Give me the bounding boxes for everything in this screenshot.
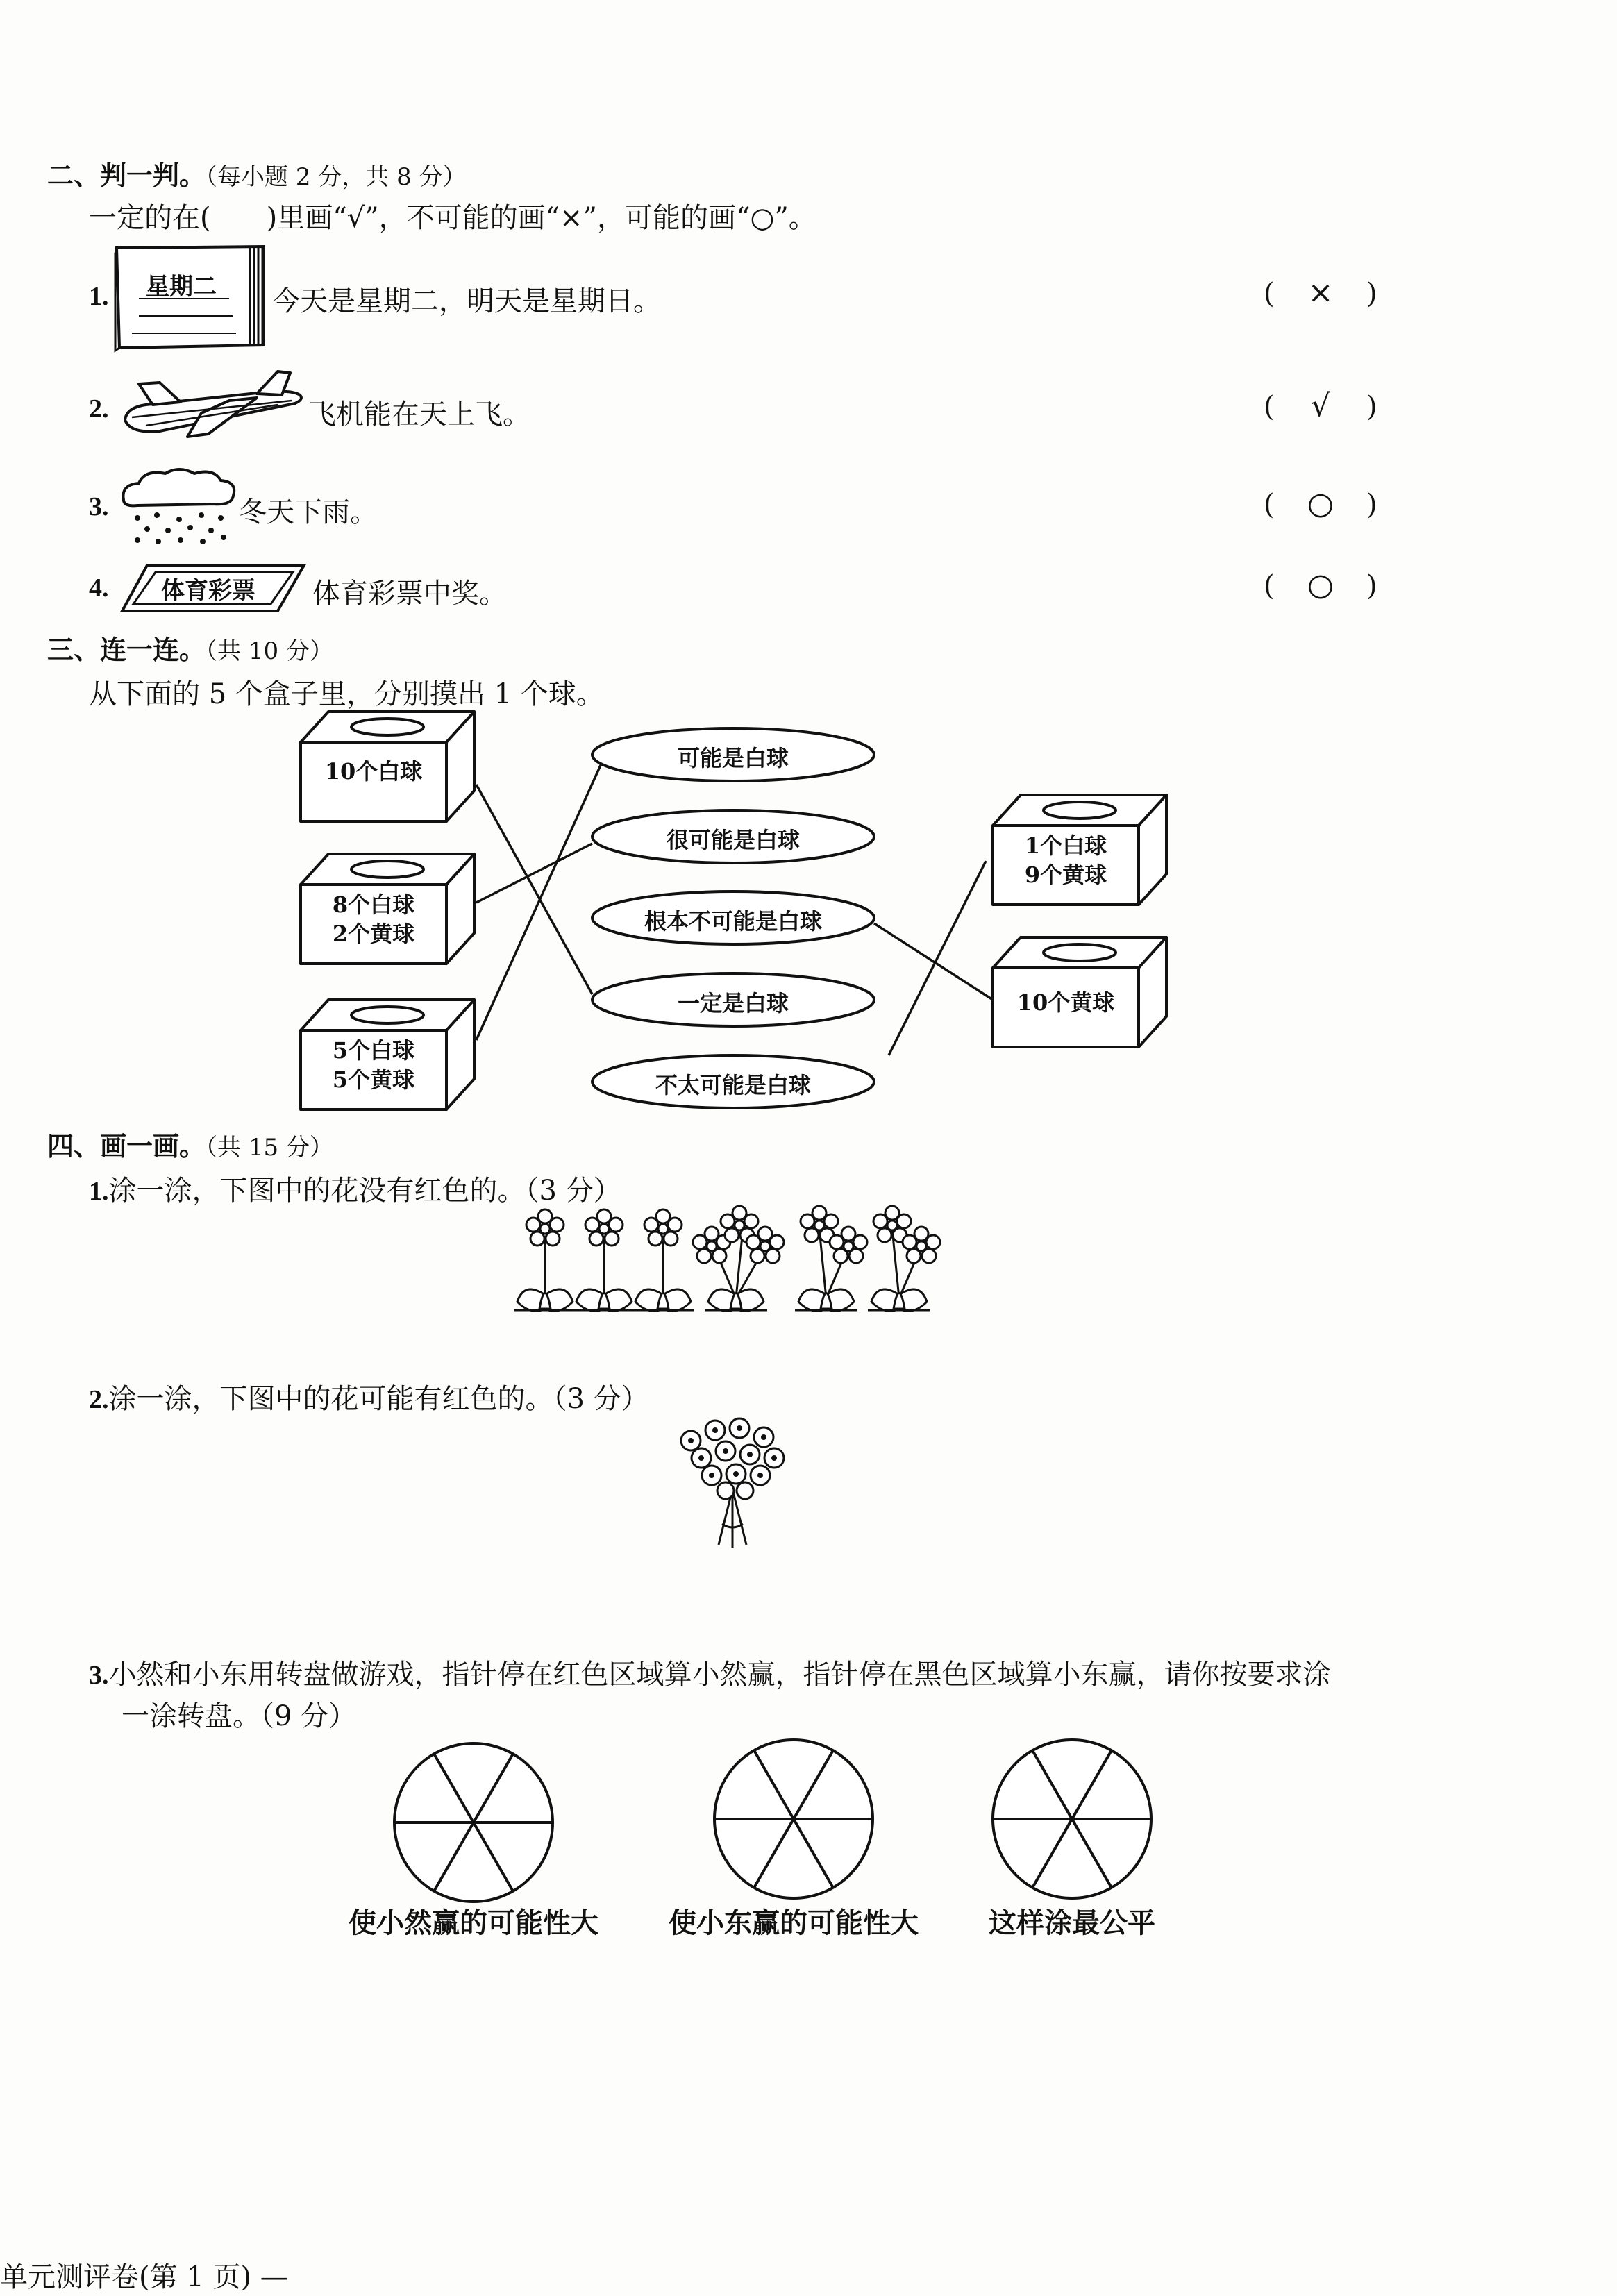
section2-instruction: 一定的在( )里画“√”，不可能的画“×”，可能的画“○”。 — [89, 202, 816, 234]
spinner-1-caption: 使小然赢的可能性大 — [349, 1907, 598, 1939]
answer-mark: √ — [1310, 388, 1331, 424]
left-box-1-label: 10个白球 — [324, 758, 423, 785]
answer-mark: ○ — [1307, 486, 1334, 521]
answer-paren-close: ) — [1366, 278, 1377, 310]
spinner-3 — [993, 1740, 1151, 1898]
item-text: 今天是星期二，明天是星期日。 — [272, 285, 661, 317]
left-box-3-label: 5个白球 5个黄球 — [332, 1037, 415, 1093]
page-footer: 单元测评卷(第 1 页) — — [0, 2261, 288, 2293]
answer-mark: ○ — [1307, 567, 1334, 603]
answer-paren-open: ( — [1264, 391, 1275, 423]
q2-text: 2.涂一涂，下图中的花可能有红色的。（3 分） — [89, 1383, 649, 1415]
oval-1-label: 可能是白球 — [677, 745, 789, 771]
left-box-2-label: 8个白球 2个黄球 — [332, 891, 415, 947]
right-box-2-label: 10个黄球 — [1016, 989, 1115, 1016]
item-text: 体育彩票中奖。 — [312, 578, 507, 610]
lottery-ticket-label: 体育彩票 — [161, 577, 255, 605]
item-text: 冬天下雨。 — [239, 496, 378, 528]
calendar-label: 星期二 — [146, 273, 217, 301]
oval-2-label: 很可能是白球 — [666, 827, 800, 853]
answer-paren-close: ) — [1366, 570, 1377, 602]
spinner-1 — [394, 1743, 553, 1902]
item-number: 3. — [89, 492, 109, 521]
oval-4-label: 一定是白球 — [677, 990, 789, 1016]
item-number: 1. — [89, 282, 109, 311]
q3-text-line2: 一涂转盘。（9 分） — [122, 1700, 357, 1732]
spinner-3-caption: 这样涂最公平 — [989, 1907, 1155, 1939]
answer-paren-open: ( — [1264, 489, 1275, 521]
oval-3-label: 根本不可能是白球 — [644, 908, 822, 935]
item-number: 2. — [89, 394, 109, 424]
section2-title: 二、判一判。（每小题 2 分，共 8 分） — [47, 160, 467, 191]
section3-instruction: 从下面的 5 个盒子里，分别摸出 1 个球。 — [89, 678, 604, 710]
item-number: 4. — [89, 573, 109, 603]
spinner-2-caption: 使小东赢的可能性大 — [669, 1907, 919, 1939]
answer-paren-open: ( — [1264, 570, 1275, 602]
answer-paren-close: ) — [1366, 489, 1377, 521]
item-text: 飞机能在天上飞。 — [308, 399, 530, 430]
section4-title: 四、画一画。（共 15 分） — [47, 1130, 333, 1162]
answer-mark: × — [1307, 275, 1334, 310]
q1-text: 1.涂一涂，下图中的花没有红色的。（3 分） — [89, 1175, 621, 1207]
oval-5-label: 不太可能是白球 — [655, 1072, 811, 1098]
spinner-2 — [714, 1740, 873, 1898]
section3-title: 三、连一连。（共 10 分） — [47, 634, 333, 665]
answer-paren-close: ) — [1366, 391, 1377, 423]
right-box-1-label: 1个白球 9个黄球 — [1024, 832, 1107, 888]
answer-paren-open: ( — [1264, 278, 1275, 310]
q3-text-line1: 3.小然和小东用转盘做游戏，指针停在红色区域算小然赢，指针停在黑色区域算小东赢，请你按要求涂 — [89, 1659, 1331, 1691]
